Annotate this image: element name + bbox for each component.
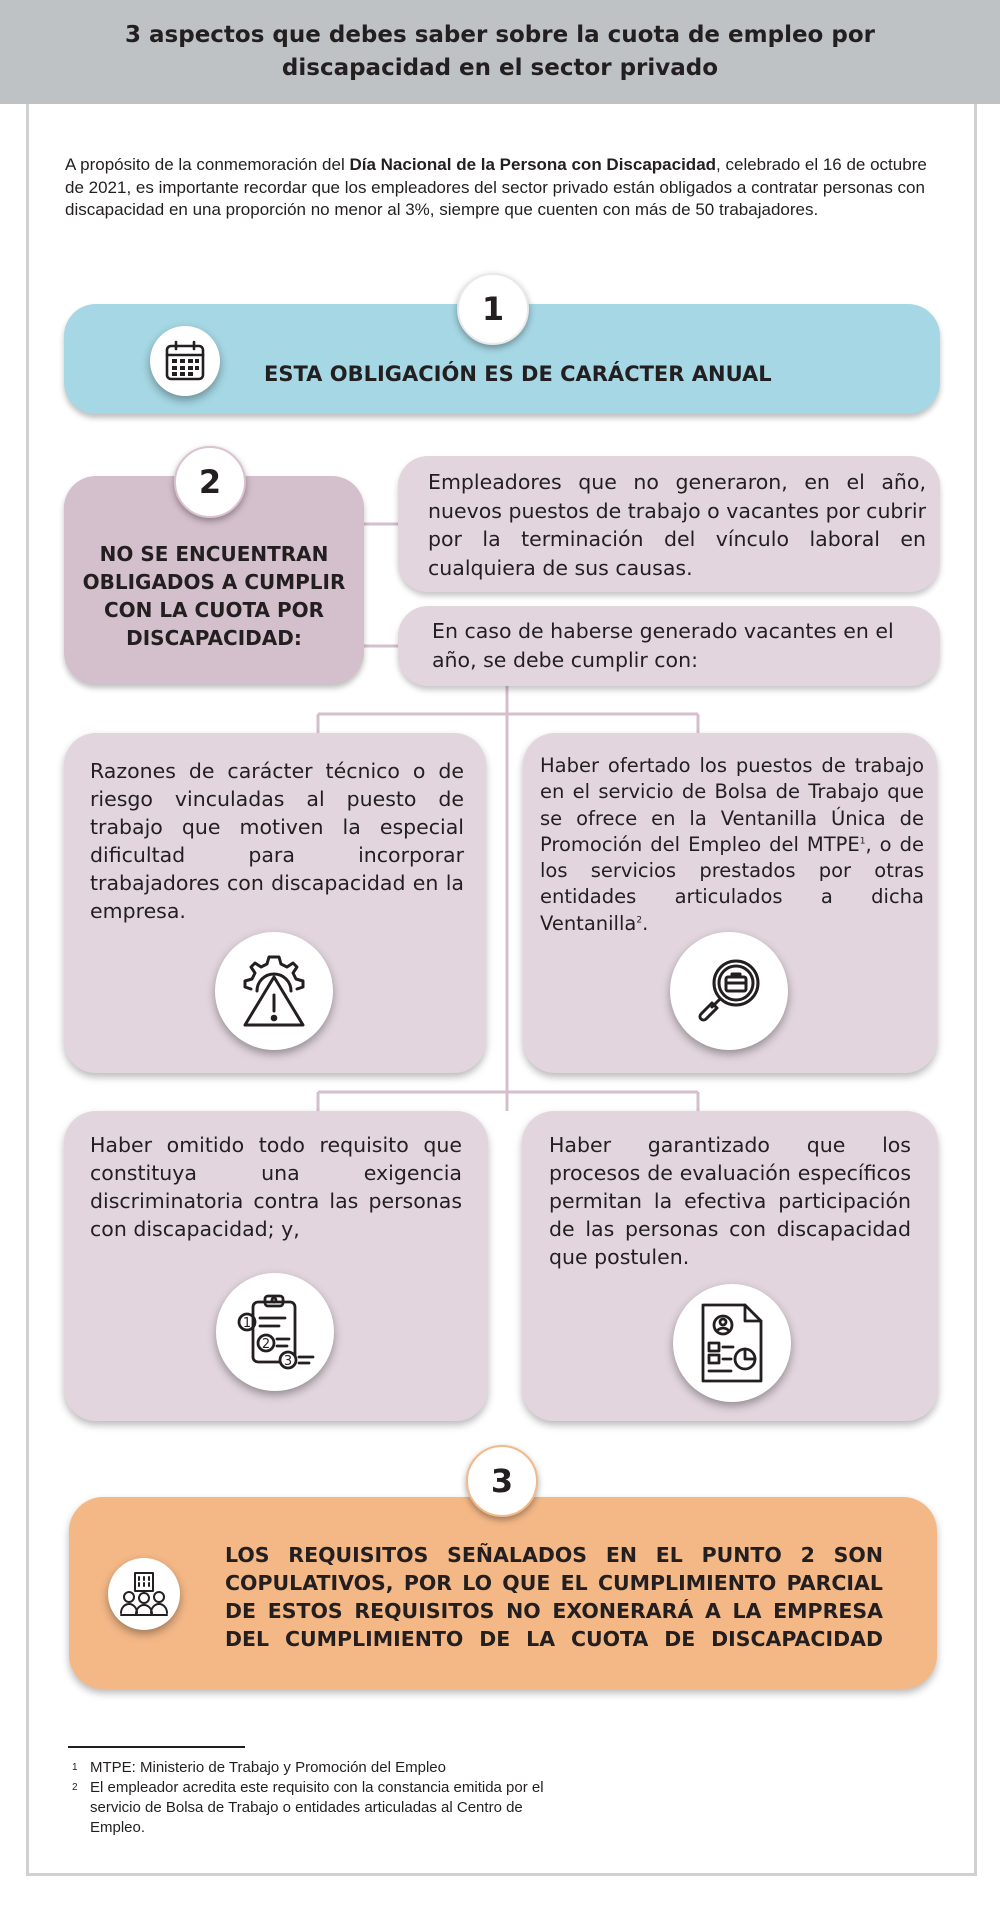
- footnote-2-mark: 2: [72, 1782, 78, 1793]
- footnotes: [72, 1758, 552, 1838]
- footnote-ref-1: 1: [859, 836, 866, 847]
- exemption-bubble: [398, 456, 940, 592]
- section-3-number: 3: [466, 1445, 538, 1517]
- gear-warning-icon-circle: [215, 932, 333, 1050]
- intro-paragraph: [65, 154, 945, 222]
- requirement-text-job-offer: [540, 753, 924, 937]
- evaluation-report-icon: [697, 1301, 767, 1385]
- evaluation-report-icon-circle: [673, 1284, 791, 1402]
- page-title: 3 aspectos que debes saber sobre la cuota de empleo por discapacidad en el sector privado: [125, 22, 875, 81]
- requirement-text-technical: Razones de carácter técnico o de riesgo vinculadas al puesto de trabajo que motiven la especial dificultad para incorporar trabajadores con discapacidad en la empresa.: [90, 759, 464, 923]
- svg-text:3: 3: [283, 1354, 293, 1369]
- section-3-box: [69, 1497, 937, 1689]
- section-2-title: NO SE ENCUENTRAN OBLIGADOS A CUMPLIR CON LA CUOTA POR DISCAPACIDAD:: [82, 542, 346, 650]
- people-group-icon: [119, 1569, 169, 1619]
- gear-warning-icon: [237, 951, 311, 1031]
- section-2-number: 2: [174, 446, 246, 518]
- checklist-icon: [233, 1290, 317, 1374]
- job-search-icon-circle: [670, 932, 788, 1050]
- footnote-1-mark: 1: [72, 1762, 78, 1773]
- footnote-divider: [68, 1746, 245, 1748]
- job-offer-text-b: , o de los servicios prestados por otras entidades articulados a dicha Ventanilla: [540, 832, 924, 935]
- job-offer-text-c: .: [642, 911, 649, 935]
- vacancies-text: En caso de haberse generado vacantes en el año, se debe cumplir con:: [432, 619, 894, 672]
- requirement-text-evaluation: Haber garantizado que los procesos de evaluación específicos permitan la efectiva participación de las personas con discapacidad que postulen.: [549, 1133, 911, 1269]
- section-1-number: 1: [457, 273, 529, 345]
- footnote-1: [72, 1758, 552, 1778]
- footnote-1-text: MTPE: Ministerio de Trabajo y Promoción del Empleo: [90, 1759, 446, 1776]
- svg-text:2: 2: [261, 1337, 271, 1352]
- footnote-2: [72, 1778, 552, 1838]
- vacancies-bubble: [398, 606, 940, 686]
- intro-text-start: A propósito de la conmemoración del: [65, 155, 350, 174]
- intro-text-end: , celebrado el 16 de octubre de 2021, es importante recordar que los empleadores del sector privado están obligados a contratar personas con discapacidad en una proporción no menor al 3%, siempre que cuenten con más de 50 trabajadores.: [65, 155, 927, 219]
- footnote-ref-2: 2: [636, 915, 643, 926]
- requirement-text-non-discrimination: Haber omitido todo requisito que constituya una exigencia discriminatoria contra las personas con discapacidad; y,: [90, 1133, 462, 1241]
- svg-text:1: 1: [242, 1316, 252, 1331]
- section-3-title: LOS REQUISITOS SEÑALADOS EN EL PUNTO 2 SON COPULATIVOS, POR LO QUE EL CUMPLIMIENTO PARCIAL DE ESTOS REQUISITOS NO EXONERARÁ A LA EMPRESA DEL CUMPLIMIENTO DE LA CUOTA DE DISCAPACIDAD: [225, 1543, 883, 1651]
- footnote-2-text: El empleador acredita este requisito con la constancia emitida por el servicio de Bolsa de Trabajo o entidades articuladas al Centro de Empleo.: [90, 1779, 544, 1836]
- section-1-title: ESTA OBLIGACIÓN ES DE CARÁCTER ANUAL: [264, 362, 772, 386]
- intro-bold-text: Día Nacional de la Persona con Discapacidad: [349, 155, 717, 174]
- calendar-icon-circle: [150, 326, 220, 396]
- job-search-icon: [694, 956, 764, 1026]
- calendar-icon: [163, 339, 207, 383]
- job-offer-text-a: Haber ofertado los puestos de trabajo en el servicio de Bolsa de Trabajo que se ofrece en la Ventanilla Única de Promoción del Empleo del MTPE: [540, 754, 924, 856]
- page-header: [0, 0, 1000, 104]
- exemption-text: Empleadores que no generaron, en el año, nuevos puestos de trabajo o vacantes por cubrir por la terminación del vínculo laboral en cualquiera de sus causas.: [428, 470, 926, 580]
- people-group-icon-circle: [108, 1558, 180, 1630]
- checklist-icon-circle: [216, 1273, 334, 1391]
